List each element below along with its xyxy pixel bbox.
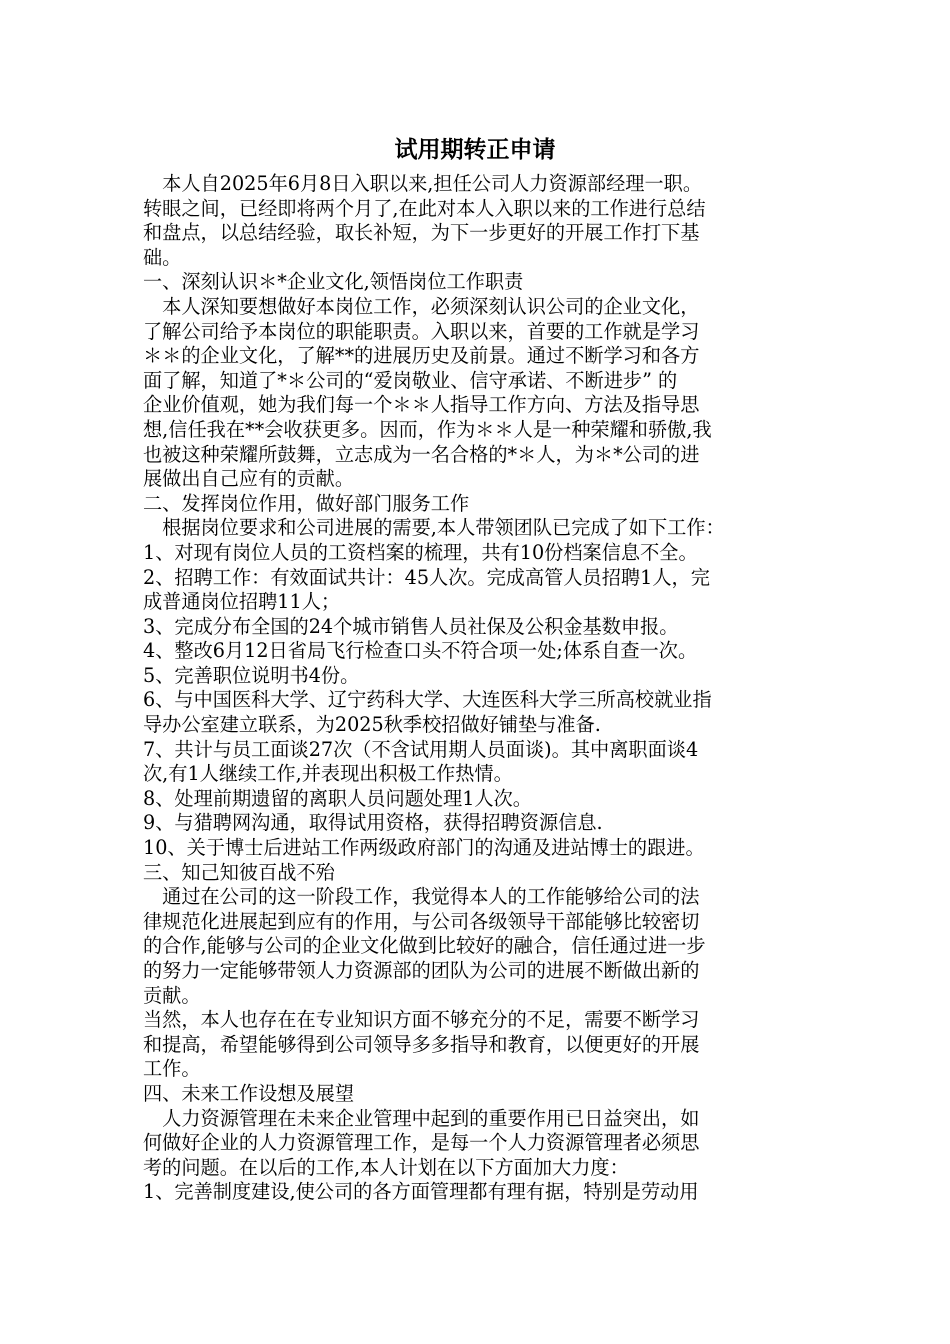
body-line: 展做出自己应有的贡献。 [143,467,355,491]
body-line: 面了解，知道了*＊公司的“爱岗敬业、信守承诺、不断进步” 的 [143,368,678,392]
body-line: 贡献。 [143,983,201,1007]
body-line: 和盘点，以总结经验，取长补短，为下一步更好的开展工作打下基 [143,221,700,245]
body-line: 本人深知要想做好本岗位工作，必须深刻认识公司的企业文化， [143,294,700,318]
body-line: 本人自2025年6月8日入职以来,担任公司人力资源部经理一职。 [143,172,703,195]
body-line: 导办公室建立联系，为2025秋季校招做好铺垫与准备. [143,713,601,737]
document-title: 试用期转正申请 [394,136,556,163]
body-line: 转眼之间，已经即将两个月了,在此对本人入职以来的工作进行总结 [143,196,706,220]
body-line: 5、完善职位说明书4份。 [143,663,360,687]
body-line: 二、发挥岗位作用，做好部门服务工作 [143,491,470,515]
body-line: 础。 [143,245,182,269]
body-line: 人力资源管理在未来企业管理中起到的重要作用已日益突出，如 [143,1106,700,1130]
body-line: 7、共计与员工面谈27次（不含试用期人员面谈)。其中离职面谈4 [143,737,699,761]
body-line: 律规范化进展起到应有的作用，与公司各级领导干部能够比较密切 [143,909,700,933]
body-line: 次,有1人继续工作,并表现出积极工作热情。 [143,762,513,786]
body-line: 也被这种荣耀所鼓舞，立志成为一名合格的*＊人，为＊*公司的进 [143,442,700,466]
body-line: 四、未来工作设想及展望 [143,1081,355,1105]
body-line: ＊＊的企业文化，了解**的进展历史及前景。通过不断学习和各方 [143,344,700,368]
body-line: 工作。 [143,1057,201,1081]
body-line: 8、处理前期遗留的离职人员问题处理1人次。 [143,786,532,810]
body-line: 想,信任我在**会收获更多。因而，作为＊＊人是一种荣耀和骄傲,我 [143,417,712,441]
body-line: 1、对现有岗位人员的工资档案的梳理，共有10份档案信息不全。 [143,540,698,564]
body-line: 4、整改6月12日省局飞行检查口头不符合项一处;体系自查一次。 [143,639,698,663]
document-body [143,172,808,1205]
body-line: 何做好企业的人力资源管理工作，是每一个人力资源管理者必须思 [143,1131,700,1155]
body-line: 根据岗位要求和公司进展的需要,本人带领团队已完成了如下工作： [143,516,725,540]
body-line: 和提高，希望能够得到公司领导多多指导和教育，以便更好的开展 [143,1032,700,1056]
body-line: 的努力一定能够带领人力资源部的团队为公司的进展不断做出新的 [143,959,700,982]
body-line: 三、知己知彼百战不殆 [143,860,335,884]
body-line: 通过在公司的这一阶段工作，我觉得本人的工作能够给公司的法 [143,885,700,909]
body-line: 3、完成分布全国的24个城市销售人员社保及公积金基数申报。 [143,614,679,638]
body-line: 企业价值观，她为我们每一个＊＊人指导工作方向、方法及指导思 [143,393,700,417]
body-line: 2、招聘工作：有效面试共计：45人次。完成高管人员招聘1人，完 [143,565,710,589]
body-line: 9、与猎聘网沟通，取得试用资格，获得招聘资源信息. [143,811,603,835]
body-line: 当然，本人也存在在专业知识方面不够充分的不足，需要不断学习 [143,1008,700,1032]
body-line: 的合作,能够与公司的企业文化做到比较好的融合，信任通过进一步 [143,934,706,958]
body-line: 10、关于博士后进站工作两级政府部门的沟通及进站博士的跟进。 [143,836,705,860]
body-line: 考的问题。在以后的工作,本人计划在以下方面加大力度： [143,1155,629,1179]
body-line: 了解公司给予本岗位的职能职责。入职以来，首要的工作就是学习 [143,319,700,343]
body-line: 6、与中国医科大学、辽宁药科大学、大连医科大学三所高校就业指 [143,688,712,712]
body-line: 一、深刻认识＊*企业文化,领悟岗位工作职责 [143,270,524,294]
body-line: 1、完善制度建设,使公司的各方面管理都有理有据，特别是劳动用 [143,1180,699,1204]
body-line: 成普通岗位招聘11人； [143,590,341,614]
